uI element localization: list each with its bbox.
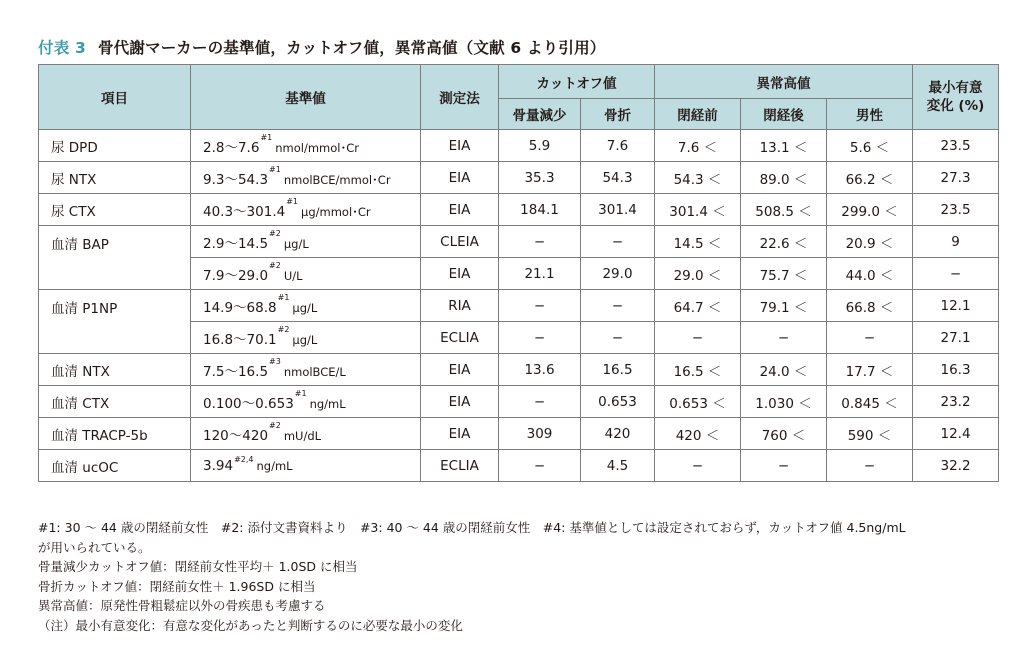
ref-footnote: #1 bbox=[277, 292, 290, 302]
cell-abnormal-pre: 54.3 ＜ bbox=[655, 162, 741, 194]
cell-method: CLEIA bbox=[421, 226, 499, 258]
ref-footnote: #3 bbox=[269, 356, 281, 366]
cell-reference bbox=[191, 450, 421, 482]
header-cutoff-fracture: 骨折 bbox=[581, 99, 655, 130]
cell-item: 尿 CTX bbox=[39, 194, 191, 226]
header-abnormal-postmenopausal: 閉経後 bbox=[741, 99, 827, 130]
note-line: #1: 30 〜 44 歳の閉経前女性 #2: 添付文書資料より #3: 40 〜 44 歳の閉経前女性 #4: 基準値としては設定されておらず，カットオフ値 4.5ng/mL bbox=[38, 520, 906, 535]
cell-cutoff-bone-loss: − bbox=[499, 322, 581, 354]
ref-unit: U/L bbox=[283, 268, 303, 283]
cell-msc: 23.5 bbox=[913, 130, 999, 162]
cell-abnormal-male: 5.6 ＜ bbox=[827, 130, 913, 162]
table-row bbox=[39, 194, 999, 226]
ref-footnote: #2,4 bbox=[234, 454, 254, 464]
cell-cutoff-bone-loss: − bbox=[499, 226, 581, 258]
cell-abnormal-male: 590 ＜ bbox=[827, 418, 913, 450]
cell-reference bbox=[191, 418, 421, 450]
note-line: が用いられている。 bbox=[38, 539, 151, 555]
cell-cutoff-bone-loss: 13.6 bbox=[499, 354, 581, 386]
ref-footnote: #2 bbox=[269, 260, 281, 270]
cell-cutoff-fracture: 54.3 bbox=[581, 162, 655, 194]
cell-abnormal-male: 0.845 ＜ bbox=[827, 386, 913, 418]
ref-footnote: #1 bbox=[294, 388, 307, 398]
table-row bbox=[39, 386, 999, 418]
table-row bbox=[39, 290, 999, 322]
ref-unit: ng/mL bbox=[256, 458, 293, 473]
cell-abnormal-pre: 420 ＜ bbox=[655, 418, 741, 450]
cell-item: 血清 BAP bbox=[39, 226, 191, 290]
note-line: （注）最小有意変化：有意な変化があったと判断するのに必要な最小の変化 bbox=[38, 617, 463, 633]
cell-cutoff-fracture: 7.6 bbox=[581, 130, 655, 162]
cell-abnormal-pre: 301.4 ＜ bbox=[655, 194, 741, 226]
cell-abnormal-male: 44.0 ＜ bbox=[827, 258, 913, 290]
cell-msc: 27.1 bbox=[913, 322, 999, 354]
cell-abnormal-post: 75.7 ＜ bbox=[741, 258, 827, 290]
cell-abnormal-post: 89.0 ＜ bbox=[741, 162, 827, 194]
cell-method: EIA bbox=[421, 258, 499, 290]
table-notes bbox=[38, 518, 1008, 635]
ref-unit: nmolBCE/mmol･Cr bbox=[283, 172, 391, 187]
ref-unit: μg/mmol･Cr bbox=[301, 204, 371, 219]
cell-msc: 16.3 bbox=[913, 354, 999, 386]
ref-value: 7.5〜16.5 bbox=[203, 363, 269, 380]
cell-abnormal-post: 508.5 ＜ bbox=[741, 194, 827, 226]
cell-msc: 23.5 bbox=[913, 194, 999, 226]
header-row-1 bbox=[39, 65, 999, 99]
header-method: 測定法 bbox=[421, 65, 499, 130]
ref-value: 2.8〜7.6 bbox=[203, 139, 260, 156]
note-line: 異常高値：原発性骨粗鬆症以外の骨疾患も考慮する bbox=[38, 598, 326, 613]
ref-unit: mU/dL bbox=[283, 428, 322, 443]
ref-value: 3.94 bbox=[203, 457, 234, 474]
header-cutoff-bone-loss: 骨量減少 bbox=[499, 99, 581, 130]
table-row bbox=[39, 226, 999, 258]
cell-abnormal-pre: 64.7 ＜ bbox=[655, 290, 741, 322]
ref-value: 7.9〜29.0 bbox=[203, 267, 269, 284]
cell-cutoff-bone-loss: 5.9 bbox=[499, 130, 581, 162]
cell-cutoff-fracture: 420 bbox=[581, 418, 655, 450]
header-item: 項目 bbox=[39, 65, 191, 130]
ref-unit: μg/L bbox=[283, 236, 309, 251]
cell-msc: 12.4 bbox=[913, 418, 999, 450]
cell-cutoff-fracture: − bbox=[581, 226, 655, 258]
cell-abnormal-post: 13.1 ＜ bbox=[741, 130, 827, 162]
cell-abnormal-post: − bbox=[741, 450, 827, 482]
table-row bbox=[39, 450, 999, 482]
cell-method: EIA bbox=[421, 386, 499, 418]
table-row bbox=[39, 418, 999, 450]
bone-marker-table bbox=[38, 64, 999, 482]
ref-unit: μg/L bbox=[292, 332, 318, 347]
cell-reference bbox=[191, 258, 421, 290]
cell-abnormal-pre: 0.653 ＜ bbox=[655, 386, 741, 418]
ref-value: 40.3〜301.4 bbox=[203, 203, 286, 220]
cell-abnormal-post: 1.030 ＜ bbox=[741, 386, 827, 418]
cell-cutoff-fracture: 29.0 bbox=[581, 258, 655, 290]
cell-method: ECLIA bbox=[421, 450, 499, 482]
cell-reference bbox=[191, 162, 421, 194]
cell-msc: 32.2 bbox=[913, 450, 999, 482]
cell-cutoff-bone-loss: 21.1 bbox=[499, 258, 581, 290]
cell-reference bbox=[191, 322, 421, 354]
ref-unit: ng/mL bbox=[309, 396, 346, 411]
cell-abnormal-male: 17.7 ＜ bbox=[827, 354, 913, 386]
cell-abnormal-male: 66.8 ＜ bbox=[827, 290, 913, 322]
ref-value: 14.9〜68.8 bbox=[203, 299, 277, 316]
cell-reference bbox=[191, 386, 421, 418]
cell-abnormal-pre: 7.6 ＜ bbox=[655, 130, 741, 162]
caption-title: 骨代謝マーカーの基準値，カットオフ値，異常高値（文献 6 より引用） bbox=[97, 39, 606, 57]
cell-msc: 27.3 bbox=[913, 162, 999, 194]
ref-footnote: #1 bbox=[286, 196, 299, 206]
header-abnormal-male: 男性 bbox=[827, 99, 913, 130]
header-abnormal-premenopausal: 閉経前 bbox=[655, 99, 741, 130]
cell-abnormal-post: 79.1 ＜ bbox=[741, 290, 827, 322]
cell-abnormal-male: 66.2 ＜ bbox=[827, 162, 913, 194]
header-cutoff: カットオフ値 bbox=[499, 65, 655, 99]
cell-cutoff-bone-loss: 309 bbox=[499, 418, 581, 450]
cell-cutoff-bone-loss: − bbox=[499, 450, 581, 482]
cell-item: 血清 TRACP-5b bbox=[39, 418, 191, 450]
header-abnormal: 異常高値 bbox=[655, 65, 913, 99]
cell-cutoff-bone-loss: 35.3 bbox=[499, 162, 581, 194]
cell-item: 尿 DPD bbox=[39, 130, 191, 162]
ref-value: 120〜420 bbox=[203, 427, 269, 444]
cell-abnormal-pre: 14.5 ＜ bbox=[655, 226, 741, 258]
ref-value: 0.100〜0.653 bbox=[203, 395, 294, 412]
cell-msc: 23.2 bbox=[913, 386, 999, 418]
header-msc-line1: 最小有意 bbox=[928, 80, 983, 96]
table-caption bbox=[38, 36, 605, 58]
cell-item: 血清 P1NP bbox=[39, 290, 191, 354]
cell-method: EIA bbox=[421, 354, 499, 386]
ref-footnote: #1 bbox=[269, 164, 281, 174]
header-msc bbox=[913, 65, 999, 130]
cell-reference bbox=[191, 354, 421, 386]
cell-msc: − bbox=[913, 258, 999, 290]
ref-footnote: #2 bbox=[277, 324, 290, 334]
ref-unit: nmolBCE/L bbox=[283, 364, 346, 379]
ref-footnote: #2 bbox=[269, 228, 281, 238]
ref-value: 16.8〜70.1 bbox=[203, 331, 277, 348]
cell-abnormal-pre: − bbox=[655, 450, 741, 482]
cell-msc: 12.1 bbox=[913, 290, 999, 322]
cell-cutoff-fracture: − bbox=[581, 322, 655, 354]
caption-label: 付表 3 bbox=[38, 39, 86, 57]
cell-abnormal-post: 760 ＜ bbox=[741, 418, 827, 450]
header-reference: 基準値 bbox=[191, 65, 421, 130]
ref-unit: nmol/mmol･Cr bbox=[275, 140, 359, 155]
cell-method: RIA bbox=[421, 290, 499, 322]
table-row bbox=[39, 162, 999, 194]
cell-abnormal-male: − bbox=[827, 322, 913, 354]
cell-cutoff-bone-loss: − bbox=[499, 386, 581, 418]
cell-abnormal-pre: − bbox=[655, 322, 741, 354]
cell-reference bbox=[191, 194, 421, 226]
cell-method: EIA bbox=[421, 162, 499, 194]
cell-cutoff-fracture: − bbox=[581, 290, 655, 322]
cell-method: EIA bbox=[421, 194, 499, 226]
cell-item: 血清 CTX bbox=[39, 386, 191, 418]
cell-cutoff-fracture: 301.4 bbox=[581, 194, 655, 226]
cell-msc: 9 bbox=[913, 226, 999, 258]
ref-footnote: #1 bbox=[260, 132, 273, 142]
cell-abnormal-pre: 29.0 ＜ bbox=[655, 258, 741, 290]
cell-abnormal-post: 24.0 ＜ bbox=[741, 354, 827, 386]
cell-abnormal-male: − bbox=[827, 450, 913, 482]
cell-item: 尿 NTX bbox=[39, 162, 191, 194]
cell-abnormal-pre: 16.5 ＜ bbox=[655, 354, 741, 386]
cell-reference bbox=[191, 226, 421, 258]
cell-method: ECLIA bbox=[421, 322, 499, 354]
cell-method: EIA bbox=[421, 418, 499, 450]
ref-footnote: #2 bbox=[269, 420, 281, 430]
cell-item: 血清 ucOC bbox=[39, 450, 191, 482]
cell-cutoff-fracture: 0.653 bbox=[581, 386, 655, 418]
table-row bbox=[39, 354, 999, 386]
ref-unit: μg/L bbox=[292, 300, 318, 315]
cell-method: EIA bbox=[421, 130, 499, 162]
ref-value: 2.9〜14.5 bbox=[203, 235, 269, 252]
header-msc-line2: 変化 (%) bbox=[926, 98, 985, 114]
cell-cutoff-fracture: 4.5 bbox=[581, 450, 655, 482]
note-line: 骨量減少カットオフ値：閉経前女性平均＋ 1.0SD に相当 bbox=[38, 559, 358, 574]
cell-abnormal-male: 299.0 ＜ bbox=[827, 194, 913, 226]
cell-reference bbox=[191, 290, 421, 322]
note-line: 骨折カットオフ値：閉経前女性＋ 1.96SD に相当 bbox=[38, 578, 316, 594]
cell-abnormal-post: 22.6 ＜ bbox=[741, 226, 827, 258]
cell-abnormal-post: − bbox=[741, 322, 827, 354]
cell-item: 血清 NTX bbox=[39, 354, 191, 386]
cell-cutoff-bone-loss: 184.1 bbox=[499, 194, 581, 226]
cell-reference bbox=[191, 130, 421, 162]
cell-cutoff-fracture: 16.5 bbox=[581, 354, 655, 386]
cell-cutoff-bone-loss: − bbox=[499, 290, 581, 322]
table-row bbox=[39, 130, 999, 162]
cell-abnormal-male: 20.9 ＜ bbox=[827, 226, 913, 258]
ref-value: 9.3〜54.3 bbox=[203, 171, 269, 188]
